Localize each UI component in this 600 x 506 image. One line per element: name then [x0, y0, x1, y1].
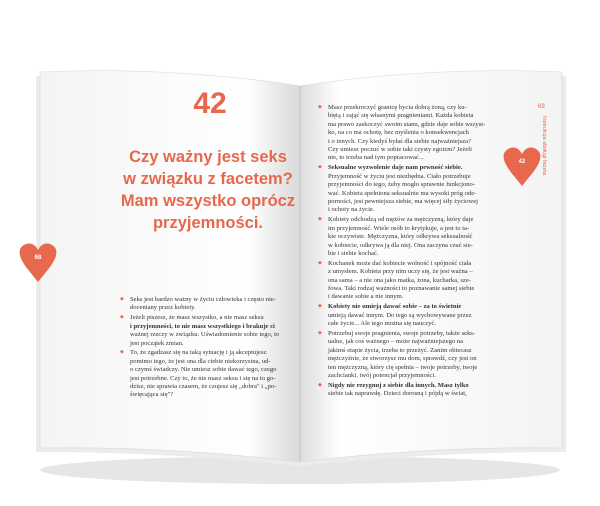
list-item: ◆ Seksualne wyzwolenie daje nam pewność siebie. Przyjemność w życiu jest niezbędna. Ciało potrzebuje przyjemności do tego, żeby mogło sprawnie funkcjono- wać. Kobieta spełniona seksualnie ma wysoki próg ode- porności, jest pewniejsza siebie, ma więcej siły życiowej i ochoty na życie. — [318, 164, 508, 214]
title-line: w związku z facetem? — [123, 170, 293, 188]
list-item: ◆ Jeżeli piszesz, że masz wszystko, a nie masz seksu i przyjemności, to nie masz wszystkiego i brakuje ci ważnej rzeczy w związku. Uświadomienie sobie tego, to jest początek zmian. — [120, 314, 298, 348]
title-line: Czy ważny jest seks — [129, 148, 287, 166]
list-item: ◆ Nigdy nie rezygnuj z siebie dla innych. Masz tylko siebie tak naprawdę. Dzieci dorosną i pójdą w świat, — [318, 382, 508, 399]
list-item: ◆ Potrzebuj swoje pragnienia, swoje potrzeby, także seks- ualne, jak coś ważnego – może najważniejszego na jakimś etapie życia, trzeba to przeżyć. Zanim obiecasz mężczyźnie, że stworzysz mu dom, sprawdź, czy jest on ten mężczyzną, który cię spełnia – twoje potrzeby, twoje zachcianki, twój potencjał przyjemności. — [318, 330, 508, 380]
list-item: ◆ Seks jest bardzo ważny w życiu człowieka i często nie- doceniany przez kobiety. — [120, 296, 298, 313]
right-page-number: 69 — [538, 104, 545, 110]
chapter-title — [98, 146, 318, 234]
list-item: ◆ To, że zgadzasz się na taką sytuację i ją akceptujesz pomimo tego, że jest ona dla ciebie niekorzystna, ud- o czymś świadczy. Nie umiesz sobie dawać tego, czego jest potrzebne. Czy to, że nie masz seksu i się na to go- dzisz, nie sprawia czasem, że czujesz się „dobra" i „po- święcająca się"? — [120, 349, 298, 399]
list-item: ◆ Kochanek może dać kobiecie wolność i spójność ciała z umysłem. Kobieta przy nim uczy się, że jest ważna – ona sama – a nie ona jako matka, żona, kucharka, sze- fowa. Taki rodzaj ważności to poznawanie samej siebie i dawanie sobie a nie innym. — [318, 260, 508, 302]
right-heart-number: 42 — [518, 159, 526, 165]
list-item: ◆ Masz przekroczyć granicę bycia dobrą żoną, czy ku- biętą i zająć się własnymi pragnieniami. Każda kobieta ma prawo zaskoczyć swoim stanu, gdzie daje sobie wszyst- ko, na co ma ochotę, bez myślenia o konsekwencjach i o innych. Czy kiedyś byłaś dla siebie najważniejsza? Czy umiesz poczuć w sobie taki czysty egoizm? Jeżeli nie, to trzeba nad tym popracować... — [318, 104, 508, 163]
right-page-body — [318, 104, 508, 400]
title-line: przyjemności. — [152, 214, 264, 232]
list-item: ◆ Kobiety odchodzą od mężów za mężczyzną, który daje im przyjemność. Wiele osób to krytykuje, a jest to ta- kie oczywiste. Mężczyzna, który odkrywa seksualność w kobiecie, odkrywa ją dla niej. Ona zaczyna czuć sie- bie i siebie kochać. — [318, 216, 508, 258]
left-page — [40, 71, 300, 462]
running-head: Instrukcja obsługi faceta — [541, 116, 547, 176]
title-line: Mam wszystko oprócz — [120, 192, 296, 210]
chapter-number: 42 — [193, 87, 227, 120]
left-page-body — [120, 296, 298, 401]
left-page-number: 68 — [34, 255, 42, 261]
list-item: ◆ Kobiety nie umieją dawać sobie – za to świetnie umieją dawać innym. Do tego są wychowywane przez całe życie... Ale tego można się nauczyć. — [318, 303, 508, 328]
